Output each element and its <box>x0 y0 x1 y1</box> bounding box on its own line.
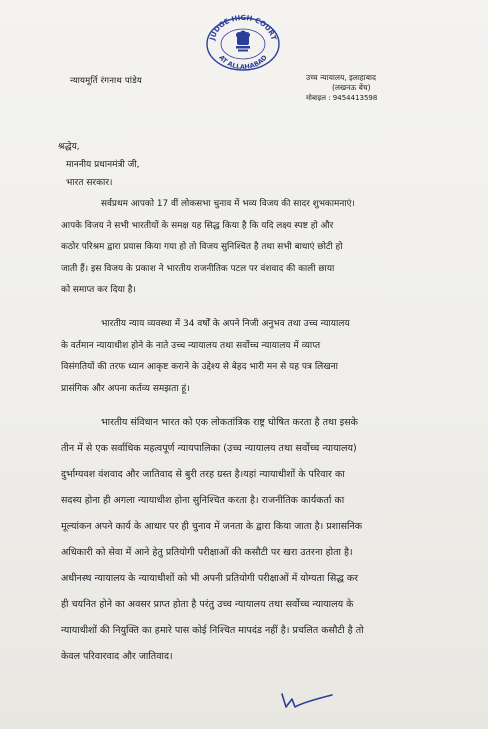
court-bench: (लखनऊ बेंच) <box>332 83 371 92</box>
salutation-block <box>58 138 140 192</box>
emblem-icon <box>236 31 250 52</box>
text-line: के वर्तमान न्यायाधीश होने के नाते उच्च न्यायालय तथा सर्वोच्च न्यायालय में व्याप्त <box>61 340 321 351</box>
text-line: न्यायाधीशों की नियुक्ति का हमारे पास कोई निश्चित मापदंड नहीं है। प्रचलित कसौटी है तो <box>61 625 364 636</box>
paragraph-1 <box>61 194 461 302</box>
text-line: सदस्य होना ही अगला न्यायाधीश होना सुनिश्चित करता है। राजनीतिक कार्यकर्ता का <box>61 495 345 506</box>
svg-text:AT ALLAHABAD: AT ALLAHABAD <box>217 53 269 72</box>
mobile-number: मोबाइल : 9454413598 <box>306 94 378 102</box>
text-line: भारतीय न्याय व्यवस्था में 34 वर्षों के अपने निजी अनुभव तथा उच्च न्यायालय <box>101 319 350 329</box>
court-seal <box>202 14 284 72</box>
text-line: प्रासंगिक और अपना कर्तव्य समझता हूं। <box>61 383 190 394</box>
greeting: श्रद्धेय, <box>58 142 80 152</box>
court-name: उच्च न्यायालय, इलाहाबाद <box>306 73 376 82</box>
paragraph-3 <box>61 410 461 670</box>
text-line: विसंगतियों की तरफ ध्यान आकृष्ट कराने के उद्देश्य से बेहद भारी मन से यह पत्र लिखना <box>61 362 338 372</box>
text-line: ही चयनित होने का अवसर प्राप्त होता है परंतु उच्च न्यायालय तथा सर्वोच्च न्यायालय के <box>61 599 354 610</box>
text-line: अधीनस्थ न्यायालय के न्यायाधीशों को भी अपनी प्रतियोगी परीक्षाओं में योग्यता सिद्ध कर <box>61 573 359 584</box>
text-line: को समाप्त कर दिया है। <box>61 285 136 295</box>
text-line: आपके विजय ने सभी भारतीयों के समक्ष यह सिद्ध किया है कि यदि लक्ष्य स्पष्ट हो और <box>61 220 334 231</box>
text-line: केवल परिवारवाद और जातिवाद। <box>61 651 173 662</box>
text-line: जाती हैं। इस विजय के प्रकाश ने भारतीय राजनीतिक पटल पर वंशवाद की काली छाया <box>61 263 335 274</box>
text-line: भारतीय संविधान भारत को एक लोकतांत्रिक राष्ट्र घोषित करता है तथा इसके <box>101 417 358 428</box>
text-line: मूल्यांकन अपने कार्य के आधार पर ही चुनाव में जनता के द्वारा किया जाता है। प्रशासनिक <box>61 521 363 532</box>
paragraph-2 <box>61 314 461 400</box>
addressee: माननीय प्रधानमंत्री जी, <box>66 160 140 170</box>
svg-text:JUDGE HIGH COURT: JUDGE HIGH COURT <box>208 14 278 42</box>
text-line: दुर्भाग्यवश वंशवाद और जातिवाद से बुरी तरह ग्रस्त है।यहां न्यायाधीशों के परिवार का <box>61 469 345 480</box>
judge-name: न्यायमूर्ति रंगनाथ पांडेय <box>70 76 143 86</box>
text-line: कठोर परिश्रम द्वारा प्रयास किया गया हो तो विजय सुनिश्चित है तथा सभी बाधाएं छोटी हो <box>61 242 343 252</box>
signature-mark <box>278 690 336 712</box>
text-line: तीन में से एक सर्वाधिक महत्वपूर्ण न्यायपालिका (उच्च न्यायालय तथा सर्वोच्च न्यायालय) <box>61 443 357 454</box>
court-address <box>306 73 377 103</box>
text-line: सर्वप्रथम आपको 17 वीं लोकसभा चुनाव में भव्य विजय की सादर शुभकामनाएं। <box>101 199 355 209</box>
government: भारत सरकार। <box>66 178 113 188</box>
text-line: अधिकारी को सेवा में आने हेतु प्रतियोगी परीक्षाओं की कसौटी पर खरा उतरना होता है। <box>61 547 353 558</box>
